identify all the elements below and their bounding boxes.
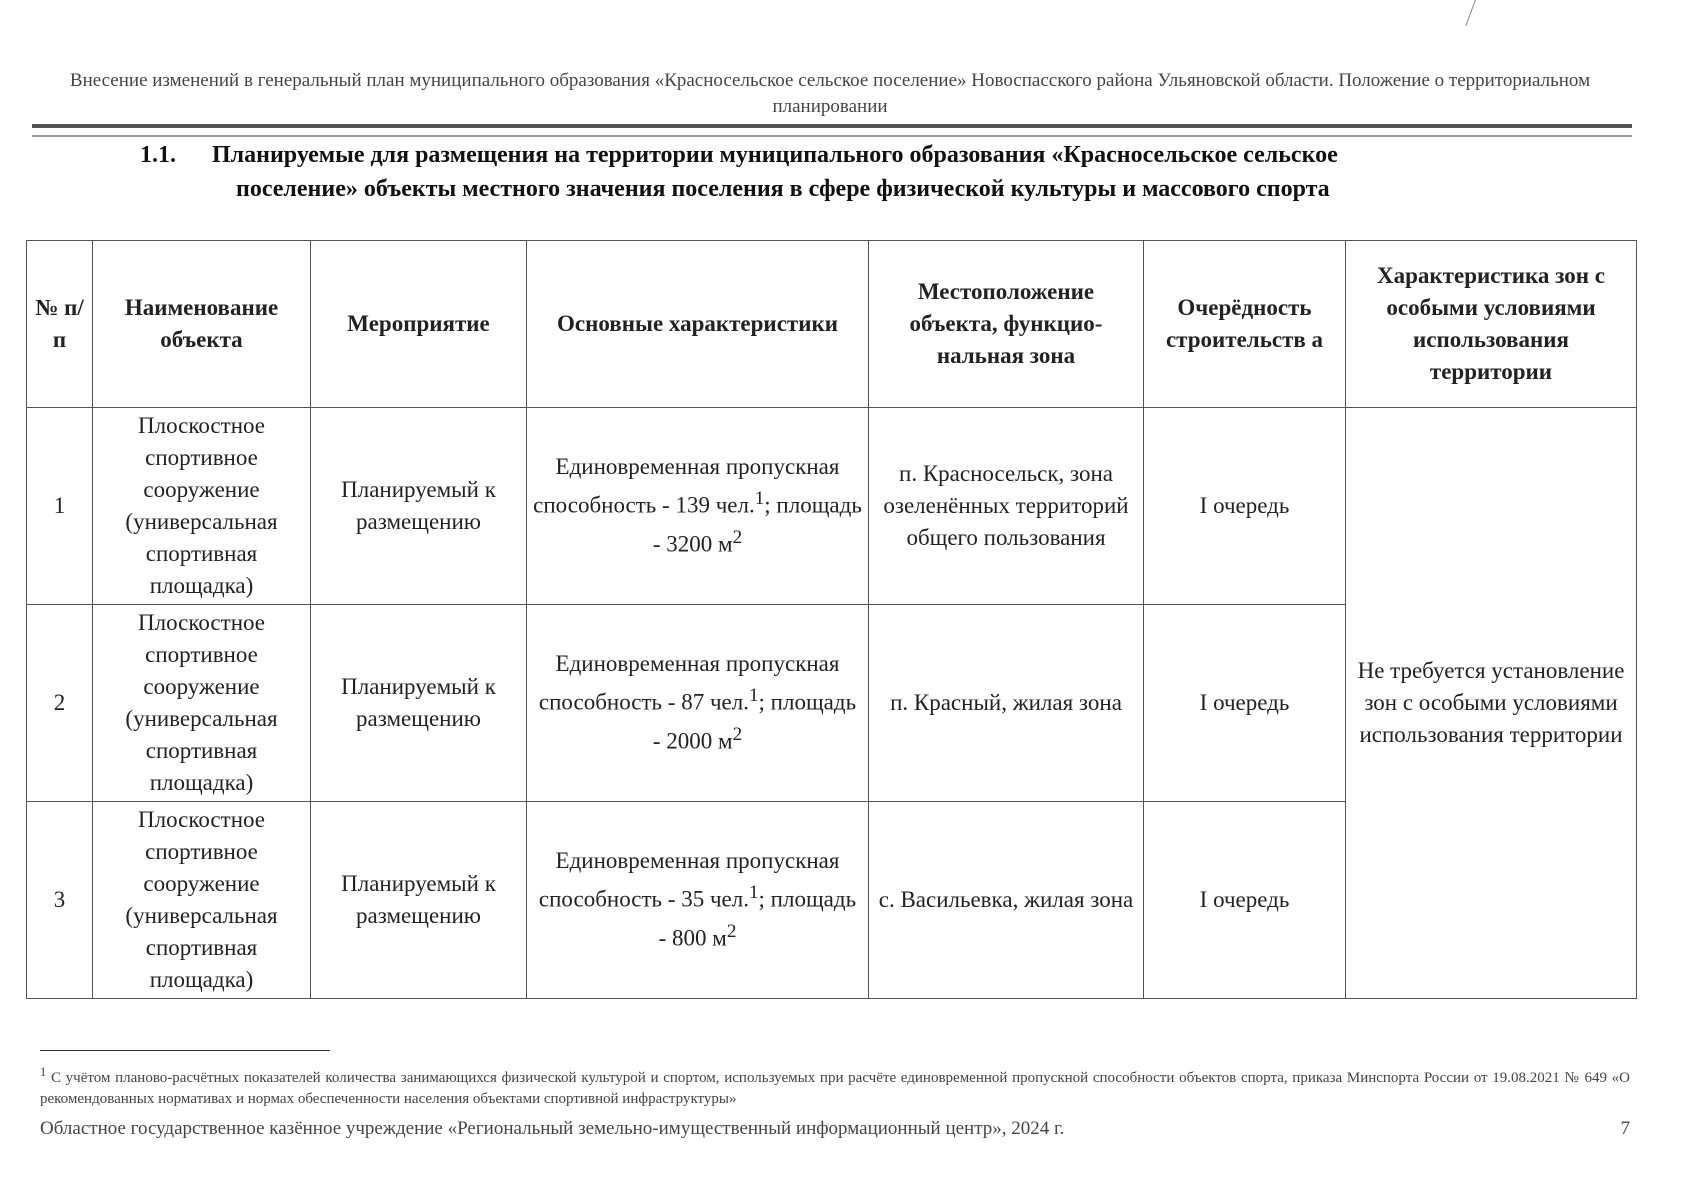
section-number: 1.1. bbox=[140, 142, 176, 168]
cell-action: Планируемый к размещению bbox=[311, 605, 527, 802]
cell-characteristics bbox=[527, 802, 869, 999]
footer-organization: Областное государственное казённое учреждение «Региональный земельно-имущественный информационный центр», 2024 г. bbox=[40, 1118, 1065, 1139]
footnote-mark: 1 bbox=[40, 1065, 47, 1079]
chars-capacity: Единовременная пропускная способность - 139 чел. bbox=[533, 454, 840, 518]
unit-exponent: 2 bbox=[726, 921, 737, 942]
col-header-action: Мероприятие bbox=[311, 241, 527, 408]
section-title-line1: Планируемые для размещения на территории муниципального образования «Красносельское сельское bbox=[212, 142, 1338, 168]
chars-area: ; площадь - 2000 м bbox=[652, 690, 857, 754]
col-header-location: Местоположение объекта, функцио-нальная зона bbox=[869, 241, 1144, 408]
page-number: 7 bbox=[1620, 1118, 1630, 1139]
footnote-divider bbox=[40, 1050, 330, 1051]
cell-num: 1 bbox=[27, 408, 93, 605]
col-header-characteristics: Основные характеристики bbox=[527, 241, 869, 408]
chars-area: ; площадь - 800 м bbox=[658, 887, 857, 951]
footnote-text: С учётом планово-расчётных показателей количества занимающихся физической культурой и спортом, используемых при расчёте единовременной пропускной способности объектов спорта, приказа Минспорта России от 19.08.2021 № 649 «О рекомендованных нормативах и нормах обеспеченности населения объектами спортивной инфраструктуры» bbox=[40, 1070, 1630, 1107]
cell-order: I очередь bbox=[1144, 802, 1346, 999]
unit-exponent: 2 bbox=[732, 527, 743, 548]
cell-location: п. Красный, жилая зона bbox=[869, 605, 1144, 802]
section-title-line2: поселение» объекты местного значения поселения в сфере физической культуры и массового спорта bbox=[236, 176, 1330, 202]
table-row bbox=[27, 408, 1637, 605]
cell-num: 3 bbox=[27, 802, 93, 999]
cell-location: с. Васильевка, жилая зона bbox=[869, 802, 1144, 999]
cell-order: I очередь bbox=[1144, 605, 1346, 802]
chars-capacity: Единовременная пропускная способность - 87 чел. bbox=[538, 651, 840, 715]
cell-order: I очередь bbox=[1144, 408, 1346, 605]
col-header-num: № п/п bbox=[27, 241, 93, 408]
page-footer bbox=[40, 1118, 1630, 1144]
table-header-row bbox=[27, 241, 1637, 408]
footnote-ref: 1 bbox=[748, 685, 759, 707]
unit-exponent: 2 bbox=[732, 724, 743, 745]
cell-num: 2 bbox=[27, 605, 93, 802]
chars-area: ; площадь - 3200 м bbox=[652, 493, 862, 557]
section-title bbox=[140, 138, 1560, 206]
col-header-zones: Характеристика зон с особыми условиями использования территории bbox=[1346, 241, 1637, 408]
chars-capacity: Единовременная пропускная способность - 35 чел. bbox=[538, 848, 840, 912]
cell-zones-merged: Не требуется установление зон с особыми условиями использования территории bbox=[1346, 408, 1637, 999]
cell-location: п. Красносельск, зона озеленённых территорий общего пользования bbox=[869, 408, 1144, 605]
col-header-order: Очерёдность строительств а bbox=[1144, 241, 1346, 408]
cell-name: Плоскостное спортивное сооружение (универсальная спортивная площадка) bbox=[93, 408, 311, 605]
cell-characteristics bbox=[527, 408, 869, 605]
cell-name: Плоскостное спортивное сооружение (универсальная спортивная площадка) bbox=[93, 802, 311, 999]
cell-action: Планируемый к размещению bbox=[311, 802, 527, 999]
pen-mark bbox=[1465, 0, 1483, 29]
col-header-name: Наименование объекта bbox=[93, 241, 311, 408]
header-divider bbox=[32, 124, 1632, 137]
running-header: Внесение изменений в генеральный план муниципального образования «Красносельское сельское поселение» Новоспасского района Ульяновской области. Положение о территориальном планировании bbox=[69, 70, 1591, 117]
facilities-table bbox=[26, 240, 1637, 999]
cell-characteristics bbox=[527, 605, 869, 802]
footnote-ref: 1 bbox=[754, 488, 765, 510]
cell-action: Планируемый к размещению bbox=[311, 408, 527, 605]
footnote-ref: 1 bbox=[748, 882, 759, 904]
footnote bbox=[40, 1062, 1630, 1110]
cell-name: Плоскостное спортивное сооружение (универсальная спортивная площадка) bbox=[93, 605, 311, 802]
